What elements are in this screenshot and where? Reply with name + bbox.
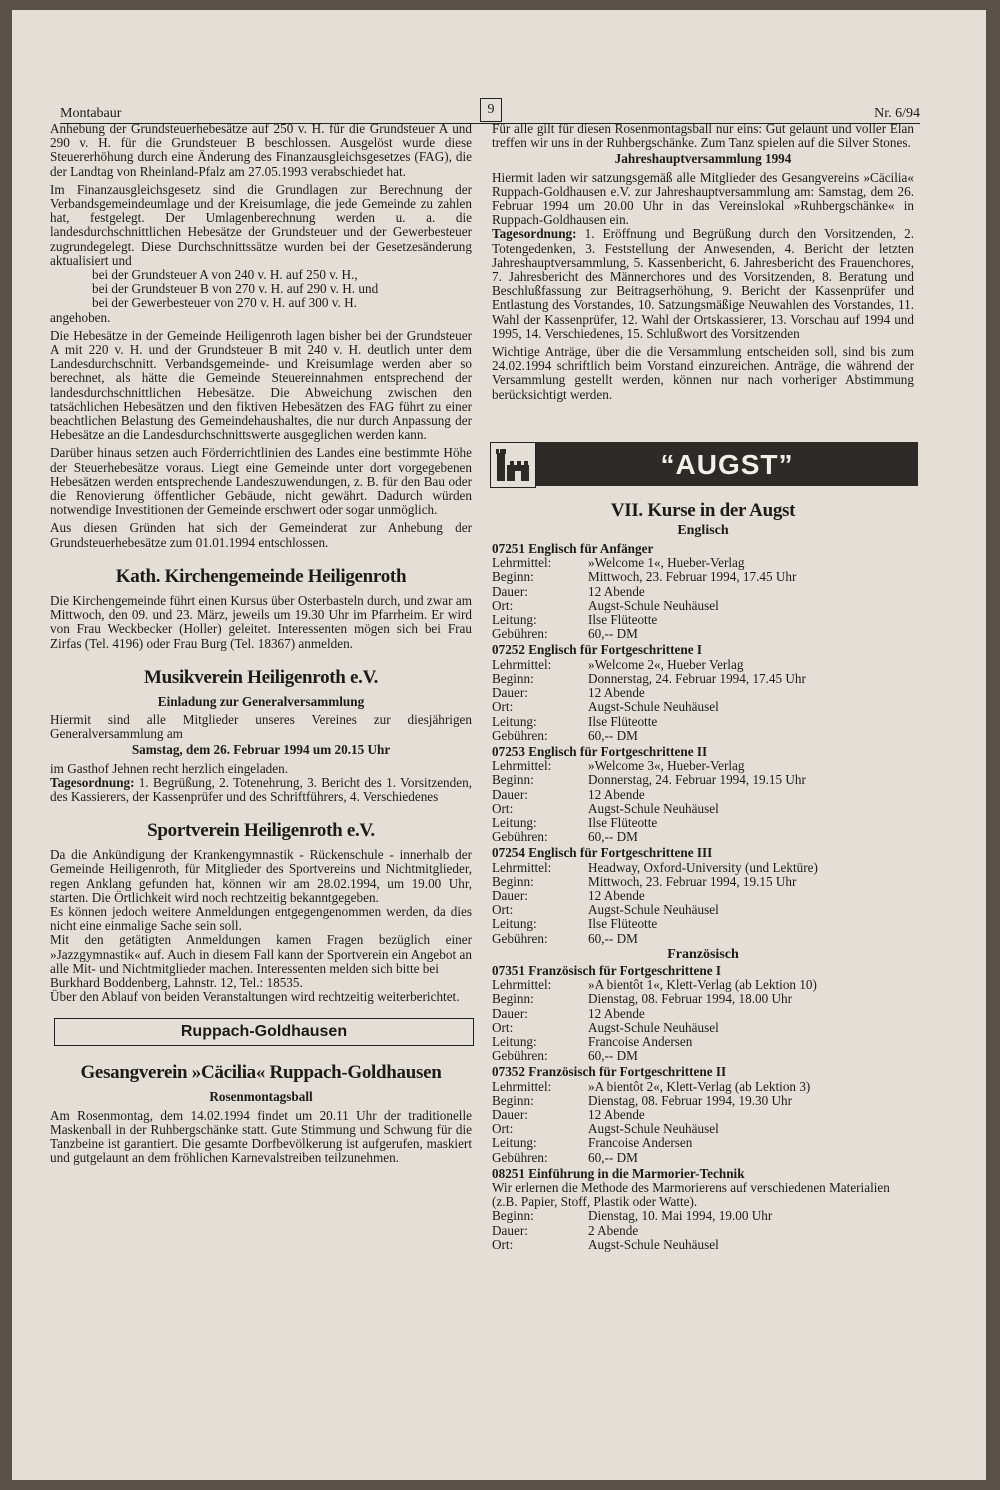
marmor-title: 08251 Einführung in die Marmorier-Technik [492, 1165, 745, 1181]
course-details [492, 658, 806, 743]
franz-label: Französisch [667, 946, 739, 962]
detail-label: Ort: [492, 800, 514, 816]
detail-value: 12 Abende [588, 1005, 645, 1021]
musik-date: Samstag, dem 26. Februar 1994 um 20.15 Uhr [131, 742, 391, 758]
course-detail-row [492, 802, 806, 816]
castle-logo-icon [490, 442, 536, 488]
course-detail-row [492, 1209, 772, 1223]
detail-value: Mittwoch, 23. Februar 1994, 19.15 Uhr [588, 873, 797, 889]
detail-label: Lehrmittel: [492, 1078, 552, 1094]
marmor-text: Wir erlernen die Methode des Marmorierens auf verschiedenen Materialien (z.B. Papier, Stoff, Plastik oder Watte). [492, 1180, 890, 1210]
kurse-title: VII. Kurse in der Augst [610, 499, 796, 521]
detail-value: 60,-- DM [588, 930, 638, 946]
detail-value: 60,-- DM [588, 829, 638, 845]
detail-label: Dauer: [492, 1222, 528, 1238]
after-indent: angehoben. [50, 309, 111, 325]
course-detail-row [492, 1238, 772, 1252]
course-details [492, 978, 817, 1063]
musik-agenda-label: Tagesordnung: [50, 774, 135, 790]
detail-value: 12 Abende [588, 583, 645, 599]
sport-paragraph: Es können jedoch weitere Anmeldungen entgegengenommen werden, da dies nicht eine einmalige Sache sein soll. [50, 903, 472, 934]
detail-value: Augst-Schule Neuhäusel [588, 1121, 719, 1137]
detail-label: Ort: [492, 597, 514, 613]
course-detail-row [492, 1021, 817, 1035]
course-detail-row [492, 773, 806, 787]
detail-value: Augst-Schule Neuhäusel [588, 800, 719, 816]
detail-label: Beginn: [492, 772, 534, 788]
detail-label: Leitung: [492, 713, 537, 729]
jhv-closing: Wichtige Anträge, über die die Versammlung entscheiden soll, sind bis zum 24.02.1994 schriftlich beim Vorstand einzureichen. Anträge, die während der Versammlung gestellt werden, können nur nach vorheriger Abstimmung berücksichtigt werden. [492, 344, 914, 402]
course-detail-row [492, 1094, 810, 1108]
detail-value: Dienstag, 08. Februar 1994, 19.30 Uhr [588, 1092, 793, 1108]
detail-value: 60,-- DM [588, 626, 638, 642]
detail-label: Gebühren: [492, 1149, 548, 1165]
detail-value: Dienstag, 08. Februar 1994, 18.00 Uhr [588, 991, 793, 1007]
article-paragraph: Aus diesen Gründen hat sich der Gemeinderat zur Anhebung der Grundsteuerhebesätze zum 01.01.1994 entschlossen. [50, 520, 472, 550]
detail-label: Ort: [492, 902, 514, 918]
detail-label: Ort: [492, 699, 514, 715]
indented-line: bei der Grundsteuer B von 270 v. H. auf 290 v. H. und [92, 281, 379, 297]
musik-text1: Hiermit sind alle Mitglieder unseres Vereines zur diesjährigen Generalversammlung am [50, 711, 472, 742]
course-detail-row [492, 686, 806, 700]
course-detail-row [492, 932, 818, 946]
course-detail-row [492, 729, 806, 743]
course-detail-row [492, 903, 818, 917]
detail-value: »A bientôt 2«, Klett-Verlag (ab Lektion 3) [588, 1078, 811, 1094]
course-detail-row [492, 917, 818, 931]
detail-value: 60,-- DM [588, 1149, 638, 1165]
detail-label: Gebühren: [492, 930, 548, 946]
detail-value: 12 Abende [588, 1106, 645, 1122]
detail-value: 12 Abende [588, 887, 645, 903]
left-column [50, 122, 472, 1169]
detail-label: Lehrmittel: [492, 555, 552, 571]
detail-label: Leitung: [492, 612, 537, 628]
detail-label: Ort: [492, 1019, 514, 1035]
course-detail-row [492, 1007, 817, 1021]
course-detail-row [492, 585, 796, 599]
detail-label: Beginn: [492, 1208, 534, 1224]
detail-value: »Welcome 3«, Hueber-Verlag [588, 758, 745, 774]
course-detail-row [492, 570, 796, 584]
course-detail-row [492, 1049, 817, 1063]
detail-label: Leitung: [492, 1135, 537, 1151]
course-details [492, 861, 818, 946]
detail-value: 2 Abende [588, 1222, 639, 1238]
musik-text2: im Gasthof Jehnen recht herzlich eingeladen. [50, 760, 289, 776]
ruppach-section-box: Ruppach-Goldhausen [54, 1018, 474, 1046]
course-detail-row [492, 875, 818, 889]
detail-value: 60,-- DM [588, 727, 638, 743]
article-paragraph: Die Hebesätze in der Gemeinde Heiligenroth lagen bisher bei der Grundsteuer A mit 220 v. H. und der Grundsteuer B mit 240 v. H. deutlich unter dem Landesdurchschnitt. Verbandsgemeinde- und Kreisumlage werden aber so berechnet, als hätte die Gemeinde Steuereinnahmen entsprechend der landesdurchschnittlichen Hebesätze. Die Abweichung zwischen den tatsächlichen Hebesätzen und den fiktiven Hebesätzen des FAG führt zu einer beachtlichen Belastung des Gemeindehaushaltes, die nur durch Anpassung der Hebesätze an die Landesdurchschnittswerte ausgeglichen werden kann. [50, 327, 472, 443]
detail-value: Ilse Flüteotte [588, 612, 658, 628]
course-detail-row [492, 658, 806, 672]
detail-label: Lehrmittel: [492, 656, 552, 672]
detail-label: Leitung: [492, 1033, 537, 1049]
detail-label: Dauer: [492, 1106, 528, 1122]
course-detail-row [492, 1122, 810, 1136]
page-number: 9 [480, 98, 502, 122]
detail-value: Ilse Flüteotte [588, 916, 658, 932]
detail-value: Ilse Flüteotte [588, 814, 658, 830]
course-title: 07253 Englisch für Fortgeschrittene II [492, 743, 708, 759]
kath-title: Kath. Kirchengemeinde Heiligenroth [115, 565, 407, 587]
detail-label: Lehrmittel: [492, 977, 552, 993]
intro-paragraph: Im Finanzausgleichsgesetz sind die Grundlagen zur Berechnung der Verbandsgemeindeumlage und der Kreisumlage, die jede Gemeinde zu zahlen hat, festgelegt. Der Umlagenberechnung werden u. a. die landesdurchschnittlichen Hebesätze der Grundsteuer und der Gewerbesteuer zugrundegelegt. Diese Durchschnittssätze wurden bei der Gesetzesänderung aktualisiert und [50, 181, 472, 268]
detail-value: »A bientôt 1«, Klett-Verlag (ab Lektion 10) [588, 977, 817, 993]
detail-value: 60,-- DM [588, 1048, 638, 1064]
issue-number: Nr. 6/94 [874, 106, 920, 121]
detail-label: Beginn: [492, 991, 534, 1007]
sport-paragraph: Über den Ablauf von beiden Veranstaltungen wird rechtzeitig weiterberichtet. [50, 989, 460, 1005]
french-courses [492, 964, 914, 1165]
detail-label: Dauer: [492, 685, 528, 701]
detail-value: Donnerstag, 24. Februar 1994, 17.45 Uhr [588, 670, 806, 686]
course-detail-row [492, 1136, 810, 1150]
detail-value: Francoise Andersen [588, 1033, 693, 1049]
detail-label: Dauer: [492, 1005, 528, 1021]
detail-label: Beginn: [492, 873, 534, 889]
jhv-agenda-label: Tagesordnung: [492, 226, 577, 242]
course-detail-row [492, 556, 796, 570]
detail-label: Beginn: [492, 670, 534, 686]
right-column [492, 122, 914, 1254]
course-details [492, 556, 796, 641]
course-details [492, 759, 806, 844]
detail-value: Mittwoch, 23. Februar 1994, 17.45 Uhr [588, 569, 797, 585]
marmor-details [492, 1209, 772, 1252]
detail-value: »Welcome 2«, Hueber Verlag [588, 656, 744, 672]
course-detail-row [492, 1151, 810, 1165]
course-details [492, 1080, 810, 1165]
sport-paragraph: Burkhard Boddenberg, Lahnstr. 12, Tel.: 18535. [50, 974, 303, 990]
detail-label: Gebühren: [492, 1048, 548, 1064]
course-detail-row [492, 1224, 772, 1238]
course-title: 07351 Französisch für Fortgeschrittene I [492, 962, 722, 978]
course-detail-row [492, 700, 806, 714]
caecilia-text: Am Rosenmontag, dem 14.02.1994 findet um 20.11 Uhr der traditionelle Maskenball in der Ruhbergschänke statt. Gute Stimmung und Schwung für die Tanzbeine ist garantiert. Die gesamte Dorfbevölkerung ist aufgerufen, maskiert und gutgelaunt an dem fröhlichen Karnevalstreiben teilzunehmen. [50, 1107, 472, 1166]
article-paragraph: Darüber hinaus setzen auch Förderrichtlinien des Landes eine bestimmte Höhe der Steuerhebesätze voraus. Liegt eine Gemeinde unter dort vorgegebenen Hebesätzen werden entsprechende Landeszuwendungen, z. B. für den Bau oder die Renovierung öffentlicher Gebäude, nicht gewährt. Dadurch würden notwendige Investitionen der Gemeinde erschwert oder sogar unmöglich. [50, 445, 472, 518]
detail-label: Ort: [492, 1236, 514, 1252]
detail-value: Augst-Schule Neuhäusel [588, 1236, 719, 1252]
detail-label: Dauer: [492, 887, 528, 903]
course-detail-row [492, 788, 806, 802]
caecilia-subtitle: Rosenmontagsball [209, 1089, 313, 1105]
detail-value: Augst-Schule Neuhäusel [588, 699, 719, 715]
sport-paragraph: Da die Ankündigung der Krankengymnastik - Rückenschule - innerhalb der Gemeinde Heiligenroth, für Mitglieder des Sportvereins und Nichtmitglieder, regen Anklang gefunden hat, können wir am 28.02.1994, um 19.00 Uhr, starten. Die Örtlichkeit wird noch rechtzeitig bekanntgegeben. [50, 847, 472, 905]
detail-label: Lehrmittel: [492, 758, 552, 774]
course-detail-row [492, 759, 806, 773]
course-detail-row [492, 1108, 810, 1122]
detail-label: Beginn: [492, 1092, 534, 1108]
banner-title: “AUGST” [536, 442, 918, 486]
english-courses [492, 542, 914, 946]
course-detail-row [492, 715, 806, 729]
course-detail-row [492, 1080, 810, 1094]
musik-agenda-text: 1. Begrüßung, 2. Totenehrung, 3. Bericht des 1. Vorsitzenden, des Kassierers, der Kassenprüfer und des Schriftführers, 4. Verschiedenes [50, 774, 472, 804]
detail-value: Augst-Schule Neuhäusel [588, 1019, 719, 1035]
detail-label: Lehrmittel: [492, 859, 552, 875]
detail-label: Beginn: [492, 569, 534, 585]
sport-title: Sportverein Heiligenroth e.V. [147, 820, 375, 842]
caecilia-continued: Für alle gilt für diesen Rosenmontagsball nur eins: Gut gelaunt und voller Elan treffen wir uns in der Ruhbergschänke. Zum Tanz spielen auf die Silver Stones. [492, 121, 914, 151]
course-detail-row [492, 672, 806, 686]
detail-value: Ilse Flüteotte [588, 713, 658, 729]
course-detail-row [492, 830, 806, 844]
course-detail-row [492, 889, 818, 903]
course-detail-row [492, 1035, 817, 1049]
intro-paragraph: Anhebung der Grundsteuerhebesätze auf 250 v. H. für die Grundsteuer A und 290 v. H. für die Grundsteuer B beschlossen. Ausgelöst wurde diese Steuererhöhung durch eine Änderung des Finanzausgleichsgesetzes (FAG), die der Landtag von Rheinland-Pfalz am 27.05.1993 verabschiedet hat. [50, 121, 472, 179]
indented-line: bei der Gewerbesteuer von 270 v. H. auf 300 v. H. [92, 295, 357, 311]
detail-label: Gebühren: [492, 829, 548, 845]
musik-subtitle: Einladung zur Generalversammlung [157, 693, 365, 709]
englisch-label: Englisch [677, 522, 729, 538]
jhv-agenda-text: 1. Eröffnung und Begrüßung durch den Vorsitzenden, 2. Totengedenken, 3. Feststellung der Anwesenden, 4. Bericht der letzten Jahreshauptversammlung, 5. Kassenbericht, 6. Jahresbericht des Frauenchores, 7. Jahresbericht des Männerchores und des Vorsitzenden, 8. Beratung und Beschlußfassung zur Beitragserhöhung, 9. Bericht der Kassenprüfer und Entlastung des Vorstandes, 10. Satzungsmäßige Neuwahlen des Vorstandes, 11. Wahl der Kassenprüfer, 12. Wahl der Ortskassierer, 13. Vorschau auf 1994 und 1995, 14. Verschiedenes, 15. Schlußwort des Vorsitzenden [492, 226, 914, 341]
course-title: 07254 Englisch für Fortgeschrittene III [492, 845, 713, 861]
detail-value: 12 Abende [588, 685, 645, 701]
musik-title: Musikverein Heiligenroth e.V. [143, 666, 379, 688]
jhv-agenda [492, 227, 914, 341]
detail-value: 12 Abende [588, 786, 645, 802]
musik-agenda [50, 776, 472, 804]
course-detail-row [492, 613, 796, 627]
detail-value: Dienstag, 10. Mai 1994, 19.00 Uhr [588, 1208, 773, 1224]
detail-label: Gebühren: [492, 727, 548, 743]
detail-value: »Welcome 1«, Hueber-Verlag [588, 555, 745, 571]
course-title: 07251 Englisch für Anfänger [492, 541, 654, 557]
course-detail-row [492, 978, 817, 992]
detail-value: Francoise Andersen [588, 1135, 693, 1151]
caecilia-title: Gesangverein »Cäcilia« Ruppach-Goldhausen [80, 1062, 442, 1084]
detail-label: Ort: [492, 1121, 514, 1137]
detail-label: Leitung: [492, 916, 537, 932]
course-detail-row [492, 599, 796, 613]
header-town: Montabaur [60, 106, 122, 121]
jhv-text: Hiermit laden wir satzungsgemäß alle Mitglieder des Gesangvereins »Cäcilia« Ruppach-Goldhausen e.V. zur Jahreshauptversammlung am: Samstag, dem 26. Februar 1994 um 20.00 Uhr in das Vereinslokal »Ruhbergschänke« in Ruppach-Goldhausen ein. [492, 169, 914, 228]
detail-value: Headway, Oxford-University (und Lektüre) [588, 859, 818, 875]
kath-text: Die Kirchengemeinde führt einen Kursus über Osterbasteln durch, und zwar am Mittwoch, den 09. und 23. März, jeweils um 19.30 Uhr im Pfarrheim. Er wird von Frau Weckbecker (Holler) geleitet. Interessenten mögen sich bei Frau Zirfas (Tel. 4196) oder Frau Burg (Tel. 18367) anmelden. [50, 592, 472, 651]
detail-value: Donnerstag, 24. Februar 1994, 19.15 Uhr [588, 772, 806, 788]
sport-paragraph: Mit den getätigten Anmeldungen kamen Fragen bezüglich einer »Jazzgymnastik« auf. Auch in diesem Fall kann der Sportverein ein Angebot an alle Mit- und Nichtmitglieder machen. Interessenten melden sich bitte bei [50, 932, 472, 976]
course-detail-row [492, 861, 818, 875]
detail-label: Dauer: [492, 786, 528, 802]
course-detail-row [492, 627, 796, 641]
detail-label: Dauer: [492, 583, 528, 599]
course-title: 07352 Französisch für Fortgeschrittene II [492, 1064, 727, 1080]
course-detail-row [492, 992, 817, 1006]
jhv-title: Jahreshauptversammlung 1994 [614, 151, 792, 167]
detail-value: Augst-Schule Neuhäusel [588, 597, 719, 613]
indented-line: bei der Grundsteuer A von 240 v. H. auf 250 v. H., [92, 267, 358, 283]
detail-label: Leitung: [492, 814, 537, 830]
detail-label: Gebühren: [492, 626, 548, 642]
augst-banner [490, 442, 914, 486]
detail-value: Augst-Schule Neuhäusel [588, 902, 719, 918]
course-detail-row [492, 816, 806, 830]
course-title: 07252 Englisch für Fortgeschrittene I [492, 642, 703, 658]
